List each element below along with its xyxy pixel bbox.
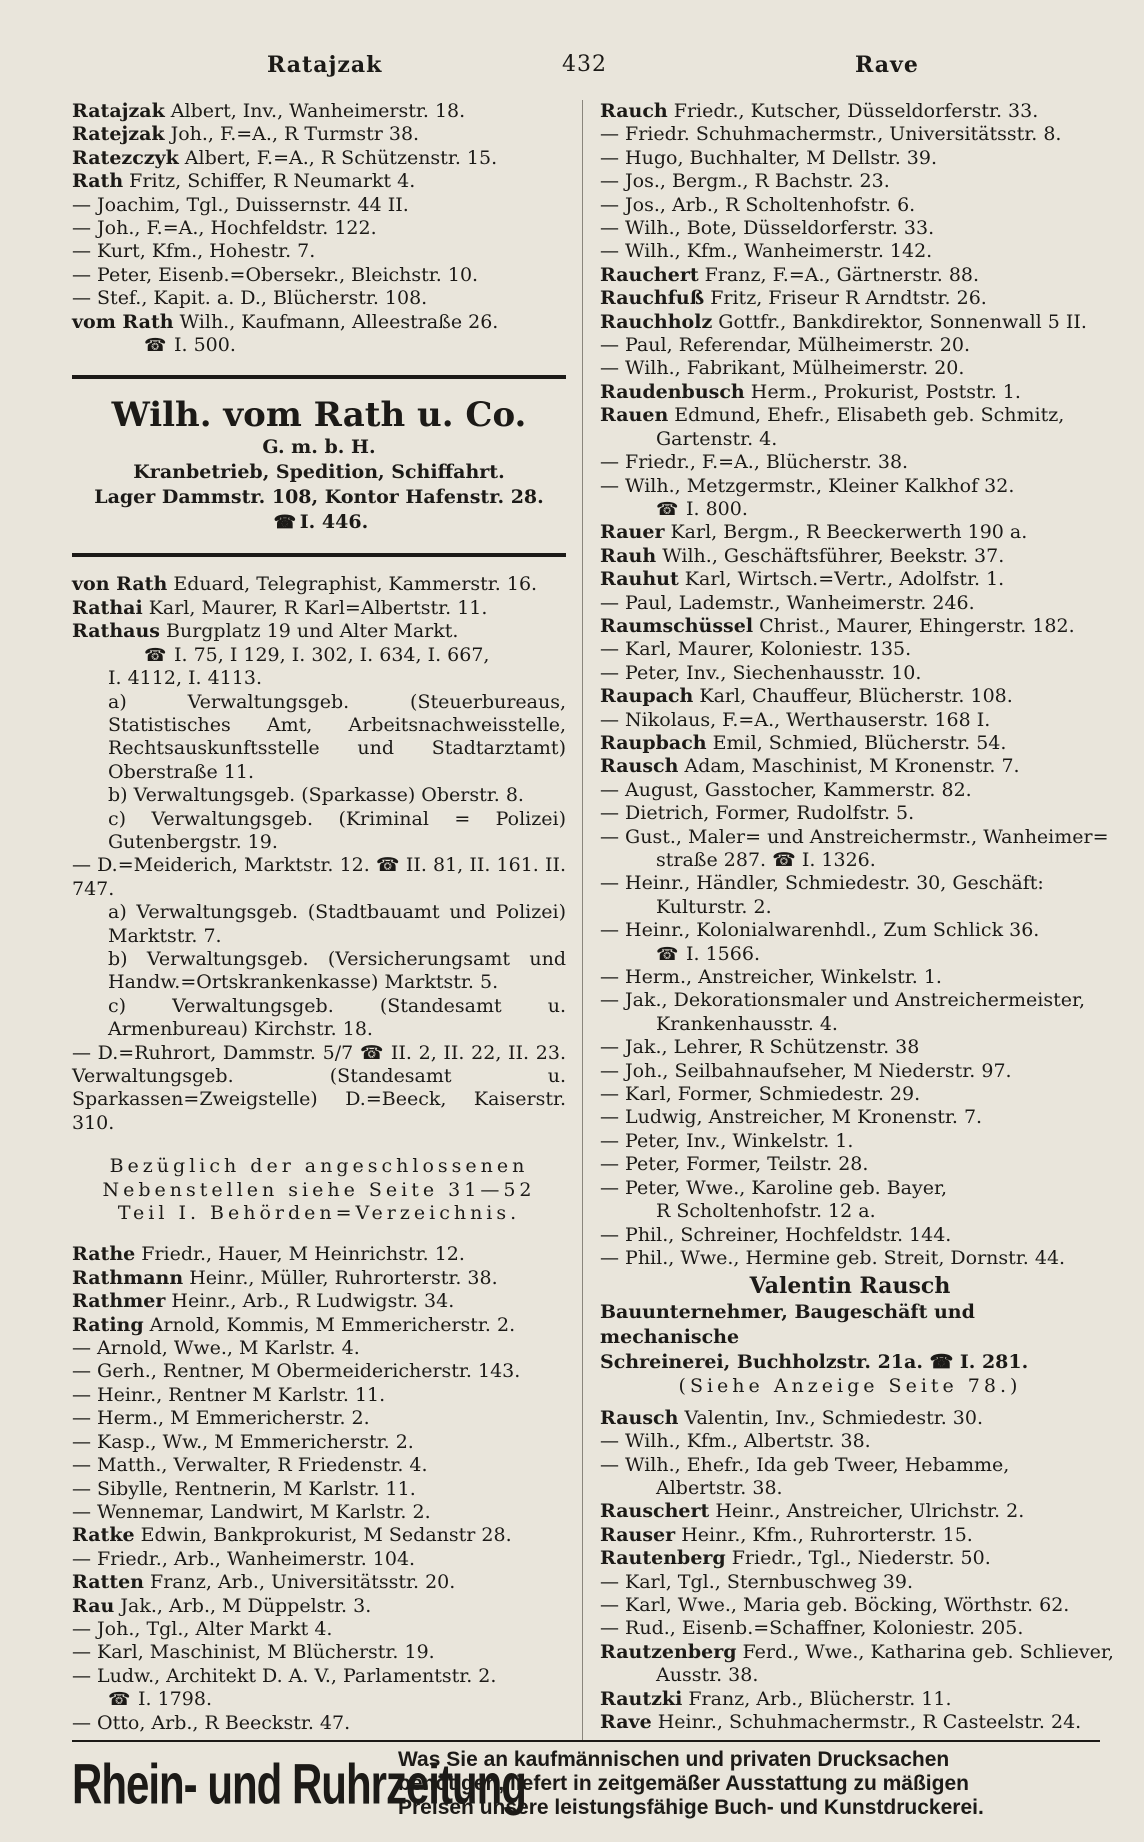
directory-entry — [72, 1688, 566, 1711]
entry-details: Karl, Chauffeur, Blücherstr. 108. — [693, 685, 1013, 708]
entry-text: — Peter, Inv., Winkelstr. 1. — [600, 1129, 854, 1152]
footer-line3: Preisen unsere leistungsfähige Buch- und Kunstdruckerei. — [398, 1796, 984, 1819]
directory-entry — [600, 451, 1100, 474]
entry-text: — Karl, Maurer, Koloniestr. 135. — [600, 638, 912, 661]
directory-entry — [72, 901, 566, 948]
directory-entry — [600, 1617, 1100, 1640]
entry-text: R Scholtenhofstr. 12 a. — [656, 1200, 876, 1223]
entry-text: I. 1566. — [686, 942, 760, 965]
directory-entry — [72, 1571, 566, 1594]
newspaper-logo: Rhein- und Ruhrzeitung — [72, 1752, 526, 1816]
directory-entry — [72, 948, 566, 995]
entry-surname: Ratajzak — [72, 100, 165, 122]
entry-text: — Karl, Tgl., Sternbuschweg 39. — [600, 1570, 913, 1593]
notice-line1: Bezüglich der angeschlossenen — [109, 1155, 529, 1178]
entry-text: I. 500. — [174, 334, 236, 357]
directory-entry — [600, 1640, 1114, 1664]
entry-text: — Karl, Former, Schmiedestr. 29. — [600, 1083, 921, 1106]
entry-text: — Gust., Maler= und Anstreichermstr., Wanheimer= — [600, 825, 1109, 848]
entry-text: — Jak., Dekorationsmaler und Anstreichermeister, — [600, 989, 1086, 1012]
directory-entry — [600, 1177, 1100, 1200]
entry-details: Ferd., Wwe., Katharina geb. Schliever, — [736, 1640, 1114, 1663]
telephone-icon: ☎ — [656, 943, 679, 965]
notice-line3: Teil I. Behörden=Verzeichnis. — [117, 1202, 521, 1225]
entry-surname: Rautzki — [600, 1687, 683, 1710]
entry-text: — Sibylle, Rentnerin, M Karlstr. 11. — [72, 1477, 416, 1500]
directory-entry — [72, 1042, 566, 1136]
entry-surname: Ratezczyk — [72, 146, 179, 169]
directory-entry — [600, 1130, 1100, 1153]
entry-text: — August, Gasstocher, Kammerstr. 82. — [600, 778, 972, 801]
telephone-icon: ☎ — [144, 335, 167, 357]
entry-text: — Otto, Arb., R Beeckstr. 47. — [72, 1711, 351, 1734]
entry-text: — Jos., Arb., R Scholtenhofstr. 6. — [600, 193, 916, 216]
footer-line2: benötigen, liefert in zeitgemäßer Ausstattung zu mäßigen — [398, 1772, 969, 1795]
entry-text: — Heinr., Händler, Schmiedestr. 30, Geschäft: — [600, 872, 1044, 895]
entry-surname: Rauchholz — [600, 310, 713, 333]
directory-entry — [600, 1500, 1100, 1523]
directory-entry — [600, 1430, 1100, 1453]
directory-entry — [600, 123, 1100, 146]
directory-entry — [600, 1106, 1100, 1129]
entry-text: straße 287. ☎ I. 1326. — [656, 849, 876, 871]
directory-entry — [72, 1384, 566, 1407]
entry-surname: Rauh — [600, 544, 657, 567]
entry-text: — Phil., Wwe., Hermine geb. Streit, Dornstr. 44. — [600, 1246, 1066, 1269]
directory-entry — [600, 1013, 1100, 1036]
directory-entry — [72, 620, 566, 643]
entry-text: — Joh., F.=A., Hochfeldstr. 122. — [72, 217, 377, 240]
entry-details: Friedr., Hauer, M Heinrichstr. 12. — [135, 1243, 465, 1266]
entry-details: Emil, Schmied, Blücherstr. 54. — [706, 731, 1007, 754]
directory-entry — [72, 573, 566, 596]
entry-surname: Raupbach — [600, 731, 707, 754]
directory-entry — [72, 1431, 566, 1454]
entry-text: — Friedr., Arb., Wanheimerstr. 104. — [72, 1547, 416, 1570]
directory-entry — [600, 264, 1100, 287]
directory-entry — [600, 943, 1100, 966]
directory-entry — [600, 194, 1100, 217]
entry-details: Eduard, Telegraphist, Kammerstr. 16. — [167, 573, 538, 596]
directory-entry — [72, 1712, 566, 1735]
entry-text: — Joh., Tgl., Alter Markt 4. — [72, 1617, 333, 1640]
entry-details: Adam, Maschinist, M Kronenstr. 7. — [678, 755, 1020, 778]
directory-entry — [72, 1267, 566, 1290]
ad-bottom-rule — [72, 553, 566, 557]
directory-entry — [72, 1524, 566, 1547]
telephone-icon: ☎ — [144, 644, 167, 666]
entry-details: Karl, Bergm., R Beeckerwerth 190 a. — [664, 521, 1028, 544]
directory-entry — [72, 1454, 566, 1477]
entry-text: Ausstr. 38. — [656, 1664, 759, 1687]
entry-surname: Rauchfuß — [600, 287, 705, 310]
entry-text: — Friedr., F.=A., Blücherstr. 38. — [600, 451, 909, 474]
directory-entry — [600, 311, 1100, 334]
telephone-icon: ☎ — [273, 512, 296, 534]
directory-entry — [72, 217, 566, 240]
entry-text: a) Verwaltungsgeb. (Steuerbureaus, Statistisches Amt, Arbeitsnachweisstelle, Rechtsauskunftsstelle und Stadtarztamt) Oberstraße 11. — [108, 690, 566, 783]
left-entries-2 — [72, 573, 566, 1135]
entry-details: Franz, F.=A., Gärtnerstr. 88. — [698, 263, 980, 286]
header-right-keyword: Rave — [855, 52, 919, 78]
entry-text: I. 4112, I. 4113. — [108, 667, 262, 690]
entry-surname: Rating — [72, 1313, 144, 1336]
directory-entry — [600, 521, 1100, 544]
entry-text: — Stef., Kapit. a. D., Blücherstr. 108. — [72, 287, 428, 310]
directory-entry — [72, 1360, 566, 1383]
directory-entry — [600, 1153, 1100, 1176]
entry-text: — Heinr., Kolonialwarenhdl., Zum Schlick 36. — [600, 919, 1040, 942]
entry-text: b) Verwaltungsgeb. (Versicherungsamt und Handw.=Ortskrankenkasse) Marktstr. 5. — [108, 947, 566, 994]
ad-rath-phone: I. 446. — [299, 511, 369, 534]
rausch-advertisement — [600, 1272, 1100, 1398]
directory-entry — [72, 1548, 566, 1571]
directory-entry — [72, 644, 566, 667]
entry-surname: Ratten — [72, 1571, 144, 1594]
column-divider — [582, 100, 583, 1740]
entry-surname: Rathai — [72, 596, 143, 619]
directory-entry — [72, 691, 566, 785]
notice-block — [72, 1155, 566, 1225]
directory-entry — [600, 404, 1100, 427]
entry-surname: Rath — [72, 170, 124, 193]
directory-entry — [72, 1501, 566, 1524]
entry-text: — Ludwig, Anstreicher, M Kronenstr. 7. — [600, 1106, 983, 1129]
entry-details: Karl, Maurer, R Karl=Albertstr. 11. — [142, 596, 488, 619]
entry-text: — Peter, Wwe., Karoline geb. Bayer, — [600, 1176, 947, 1199]
entry-surname: Ratke — [72, 1524, 135, 1547]
directory-entry — [72, 264, 566, 287]
directory-entry — [600, 1224, 1100, 1247]
entry-surname: Rau — [72, 1594, 115, 1617]
ad-rausch-title: Valentin Rausch — [749, 1273, 951, 1300]
directory-entry — [72, 597, 566, 620]
entry-text: — Wilh., Bote, Düsseldorferstr. 33. — [600, 217, 935, 240]
directory-entry — [600, 240, 1100, 263]
directory-entry — [72, 100, 566, 123]
directory-entry — [72, 123, 566, 146]
entry-text: — Karl, Wwe., Maria geb. Böcking, Wörthstr. 62. — [600, 1593, 1070, 1616]
directory-entry — [600, 1407, 1100, 1430]
entry-text: — Joh., Seilbahnaufseher, M Niederstr. 97. — [600, 1059, 1012, 1082]
entry-details: Edmund, Ehefr., Elisabeth geb. Schmitz, — [668, 404, 1065, 427]
entry-text: — Kurt, Kfm., Hohestr. 7. — [72, 240, 316, 263]
directory-entry — [600, 170, 1100, 193]
ad-rausch-line2: Schreinerei, Buchholzstr. 21a. ☎ I. 281. — [600, 1351, 1029, 1374]
entry-details: Fritz, Schiffer, R Neumarkt 4. — [123, 170, 416, 193]
directory-entry — [72, 1290, 566, 1313]
directory-entry — [600, 919, 1100, 942]
entry-text: — Kasp., Ww., M Emmericherstr. 2. — [72, 1430, 414, 1453]
rath-advertisement — [72, 375, 566, 557]
entry-surname: Rauchert — [600, 263, 699, 286]
entry-surname: Rausch — [600, 1406, 679, 1429]
ad-rath-phone-row — [72, 510, 566, 535]
entry-details: Wilh., Geschäftsführer, Beekstr. 37. — [656, 544, 1005, 567]
entry-details: Jak., Arb., M Düppelstr. 3. — [114, 1594, 372, 1617]
entry-details: Herm., Prokurist, Poststr. 1. — [744, 380, 1021, 403]
entry-surname: Raumschüssel — [600, 614, 754, 637]
directory-entry — [72, 1314, 566, 1337]
directory-entry — [72, 147, 566, 170]
entry-text: — Peter, Eisenb.=Obersekr., Bleichstr. 10. — [72, 263, 479, 286]
directory-entry — [600, 381, 1100, 404]
footer-line1: Was Sie an kaufmännischen und privaten Drucksachen — [398, 1748, 950, 1771]
entry-text: — Herm., M Emmericherstr. 2. — [72, 1407, 370, 1430]
entry-text: I. 1798. — [138, 1688, 212, 1711]
header-left-keyword: Ratajzak — [267, 52, 383, 78]
entry-text: — Wilh., Kfm., Albertstr. 38. — [600, 1430, 871, 1453]
directory-entry — [72, 194, 566, 217]
entry-surname: Rautenberg — [600, 1547, 726, 1570]
directory-entry — [600, 1664, 1100, 1687]
ad-rausch-line3: (Siehe Anzeige Seite 78.) — [678, 1375, 1022, 1398]
directory-entry — [72, 1478, 566, 1501]
entry-details: Valentin, Inv., Schmiedestr. 30. — [678, 1406, 984, 1429]
entry-surname: Rausch — [600, 755, 679, 778]
entry-text: c) Verwaltungsgeb. (Standesamt u. Armenbureau) Kirchstr. 18. — [108, 994, 566, 1041]
entry-text: — D.=Meiderich, Marktstr. 12. ☎ II. 81, II. 161. II. 747. — [72, 854, 566, 900]
entry-text: b) Verwaltungsgeb. (Sparkasse) Oberstr. 8. — [108, 784, 524, 807]
directory-entry — [600, 475, 1100, 498]
directory-entry — [600, 709, 1100, 732]
directory-entry — [600, 1247, 1100, 1270]
directory-entry — [72, 854, 566, 901]
directory-entry — [600, 966, 1100, 989]
directory-entry — [600, 1083, 1100, 1106]
directory-entry — [600, 662, 1100, 685]
entry-surname: Rathe — [72, 1243, 136, 1266]
entry-text: — Friedr. Schuhmachermstr., Universitätsstr. 8. — [600, 123, 1062, 146]
entry-text: — Wilh., Ehefr., Ida geb Tweer, Hebamme, — [600, 1453, 1010, 1476]
entry-text: — Heinr., Rentner M Karlstr. 11. — [72, 1383, 386, 1406]
directory-entry — [600, 638, 1100, 661]
directory-entry — [600, 802, 1100, 825]
directory-entry — [600, 1547, 1100, 1570]
entry-text: — Jos., Bergm., R Bachstr. 23. — [600, 170, 890, 193]
entry-text: — Peter, Inv., Siechenhausstr. 10. — [600, 661, 922, 684]
entry-text: Kulturstr. 2. — [656, 895, 772, 918]
entry-surname: Rauer — [600, 521, 665, 544]
directory-entry — [72, 667, 566, 690]
directory-entry — [600, 1571, 1100, 1594]
entry-text: I. 75, I 129, I. 302, I. 634, I. 667, — [174, 643, 490, 666]
entry-details: Karl, Wirtsch.=Vertr., Adolfstr. 1. — [678, 568, 1005, 591]
entry-surname: Rauch — [600, 100, 668, 122]
entry-details: Heinr., Müller, Ruhrorterstr. 38. — [183, 1266, 498, 1289]
directory-entry — [600, 755, 1100, 778]
entry-text: — Wilh., Kfm., Wanheimerstr. 142. — [600, 240, 933, 263]
entry-surname: Raudenbusch — [600, 380, 745, 403]
entry-surname: vom Rath — [72, 310, 174, 333]
directory-entry — [600, 1200, 1100, 1223]
left-column — [72, 100, 566, 1735]
directory-entry — [72, 311, 566, 334]
entry-text: Albertstr. 38. — [656, 1476, 783, 1499]
entry-details: Heinr., Kfm., Ruhrorterstr. 15. — [675, 1523, 973, 1546]
directory-entry — [72, 1618, 566, 1641]
directory-entry — [600, 1477, 1100, 1500]
page-header — [72, 52, 1096, 84]
directory-entry — [600, 217, 1100, 240]
entry-text: — Wilh., Metzgermstr., Kleiner Kalkhof 32. — [600, 474, 1015, 497]
directory-entry — [72, 1337, 566, 1360]
directory-entry — [600, 685, 1100, 708]
entry-details: Christ., Maurer, Ehingerstr. 182. — [753, 614, 1075, 637]
entry-details: Edwin, Bankprokurist, M Sedanstr 28. — [134, 1524, 512, 1547]
directory-entry — [600, 100, 1100, 123]
entry-details: Wilh., Kaufmann, Alleestraße 26. — [173, 310, 499, 333]
ad-rausch-line1: Bauunternehmer, Baugeschäft und mechanische — [600, 1301, 975, 1349]
directory-entry — [600, 872, 1100, 895]
entry-details: Albert, Inv., Wanheimerstr. 18. — [164, 100, 466, 122]
right-entries-1 — [600, 100, 1109, 1270]
entry-details: Franz, Arb., Universitätsstr. 20. — [144, 1571, 456, 1594]
directory-entry — [600, 568, 1100, 591]
entry-surname: Rauen — [600, 404, 669, 427]
ad-rath-subtitle: G. m. b. H. — [262, 436, 376, 459]
right-column — [600, 100, 1114, 1734]
entry-surname: Ratejzak — [72, 123, 165, 146]
telephone-icon: ☎ — [108, 1689, 131, 1711]
directory-entry — [72, 170, 566, 193]
entry-text: — Dietrich, Former, Rudolfstr. 5. — [600, 802, 915, 825]
entry-surname: von Rath — [72, 573, 168, 596]
directory-entry — [600, 849, 1100, 872]
entry-details: Franz, Arb., Blücherstr. 11. — [682, 1687, 952, 1710]
directory-entry — [600, 825, 1109, 849]
right-entries-2 — [600, 1406, 1114, 1735]
page-number: 432 — [562, 52, 607, 77]
entry-text: — Rud., Eisenb.=Schaffner, Koloniestr. 205. — [600, 1617, 1024, 1640]
directory-entry — [600, 896, 1100, 919]
entry-text: — Gerh., Rentner, M Obermeidericherstr. 143. — [72, 1360, 521, 1383]
entry-details: Heinr., Anstreicher, Ulrichstr. 2. — [709, 1500, 1025, 1523]
entry-text: — Paul, Lademstr., Wanheimerstr. 246. — [600, 591, 975, 614]
directory-entry — [72, 995, 566, 1042]
entry-text: — Arnold, Wwe., M Karlstr. 4. — [72, 1337, 360, 1360]
entry-details: Joh., F.=A., R Turmstr 38. — [164, 123, 420, 146]
entry-text: Krankenhausstr. 4. — [656, 1012, 838, 1035]
entry-surname: Rathmer — [72, 1290, 166, 1313]
entry-details: Fritz, Friseur R Arndtstr. 26. — [704, 287, 987, 310]
entry-text: — Joachim, Tgl., Duissernstr. 44 II. — [72, 193, 409, 216]
directory-entry — [72, 808, 566, 855]
directory-entry — [72, 1595, 566, 1618]
entry-details: Burgplatz 19 und Alter Markt. — [159, 620, 459, 643]
ad-rath-title: Wilh. vom Rath u. Co. — [111, 395, 527, 436]
telephone-icon: ☎ — [656, 498, 679, 520]
entry-surname: Rave — [600, 1711, 652, 1733]
directory-entry — [600, 1036, 1100, 1059]
directory-entry — [600, 1454, 1100, 1477]
entry-text: — Nikolaus, F.=A., Werthauserstr. 168 I. — [600, 708, 991, 731]
entry-details: Heinr., Schuhmachermstr., R Casteelstr. 24. — [651, 1711, 1082, 1733]
directory-entry — [72, 1407, 566, 1430]
directory-entry — [72, 784, 566, 807]
entry-text: — Karl, Maschinist, M Blücherstr. 19. — [72, 1641, 435, 1664]
directory-entry — [600, 287, 1100, 310]
directory-entry — [600, 1711, 1100, 1734]
entry-text: — Peter, Former, Teilstr. 28. — [600, 1153, 869, 1176]
entry-text: I. 800. — [686, 497, 748, 520]
directory-entry — [600, 1524, 1100, 1547]
entry-text: a) Verwaltungsgeb. (Stadtbauamt und Polizei) Marktstr. 7. — [108, 901, 566, 947]
entry-surname: Rathaus — [72, 620, 160, 643]
footer-text — [398, 1748, 1098, 1820]
entry-surname: Rautzenberg — [600, 1640, 737, 1663]
entry-text: — Herm., Anstreicher, Winkelstr. 1. — [600, 966, 942, 989]
directory-entry — [72, 334, 566, 357]
directory-entry — [600, 1594, 1100, 1617]
entry-details: Heinr., Arb., R Ludwigstr. 34. — [165, 1290, 455, 1313]
left-entries-1 — [72, 100, 566, 357]
entry-details: Arnold, Kommis, M Emmericherstr. 2. — [143, 1313, 516, 1336]
directory-entry — [600, 592, 1100, 615]
ad-top-rule — [72, 375, 566, 379]
directory-entry — [600, 615, 1100, 638]
entry-text: — Hugo, Buchhalter, M Dellstr. 39. — [600, 146, 937, 169]
entry-text: — Wilh., Fabrikant, Mülheimerstr. 20. — [600, 357, 965, 380]
directory-entry — [600, 1060, 1100, 1083]
entry-details: Gottfr., Bankdirektor, Sonnenwall 5 II. — [712, 310, 1087, 333]
directory-entry — [600, 498, 1100, 521]
entry-text: — Phil., Schreiner, Hochfeldstr. 144. — [600, 1223, 952, 1246]
footer-advertisement — [72, 1740, 1100, 1824]
entry-text: Gartenstr. 4. — [656, 427, 778, 450]
directory-entry — [600, 732, 1100, 755]
directory-entry — [600, 428, 1100, 451]
directory-entry — [600, 779, 1100, 802]
entry-surname: Rauser — [600, 1523, 676, 1546]
directory-entry — [600, 357, 1100, 380]
entry-text: c) Verwaltungsgeb. (Kriminal = Polizei) Gutenbergstr. 19. — [108, 807, 566, 853]
entry-text: — D.=Ruhrort, Dammstr. 5/7 ☎ II. 2, II. 22, II. 23. Verwaltungsgeb. (Standesamt u. Sparkassen=Zweigstelle) D.=Beeck, Kaiserstr. 310. — [72, 1041, 566, 1134]
entry-details: Albert, F.=A., R Schützenstr. 15. — [178, 146, 498, 169]
directory-entry — [600, 545, 1100, 568]
ad-rath-line1: Kranbetrieb, Spedition, Schiffahrt. — [133, 461, 505, 484]
directory-entry — [600, 334, 1100, 357]
entry-text: — Wennemar, Landwirt, M Karlstr. 2. — [72, 1500, 431, 1523]
directory-entry — [72, 287, 566, 310]
entry-text: — Jak., Lehrer, R Schützenstr. 38 — [600, 1036, 920, 1059]
directory-entry — [72, 240, 566, 263]
directory-entry — [72, 1641, 566, 1664]
entry-surname: Rauhut — [600, 568, 679, 591]
directory-entry — [600, 1688, 1100, 1711]
entry-surname: Raupach — [600, 685, 694, 708]
left-entries-3 — [72, 1243, 566, 1735]
entry-surname: Rathmann — [72, 1266, 184, 1289]
entry-details: Friedr., Kutscher, Düsseldorferstr. 33. — [667, 100, 1039, 122]
directory-entry — [600, 989, 1100, 1012]
entry-surname: Rauschert — [600, 1500, 710, 1523]
directory-entry — [600, 147, 1100, 170]
directory-entry — [72, 1243, 566, 1266]
notice-line2: Nebenstellen siehe Seite 31—52 — [102, 1178, 536, 1201]
ad-rath-line2: Lager Dammstr. 108, Kontor Hafenstr. 28. — [94, 486, 544, 509]
entry-text: — Paul, Referendar, Mülheimerstr. 20. — [600, 334, 970, 357]
entry-text: — Matth., Verwalter, R Friedenstr. 4. — [72, 1454, 428, 1477]
entry-text: — Ludw., Architekt D. A. V., Parlamentstr. 2. — [72, 1664, 497, 1687]
directory-entry — [72, 1665, 566, 1688]
entry-details: Friedr., Tgl., Niederstr. 50. — [725, 1547, 991, 1570]
